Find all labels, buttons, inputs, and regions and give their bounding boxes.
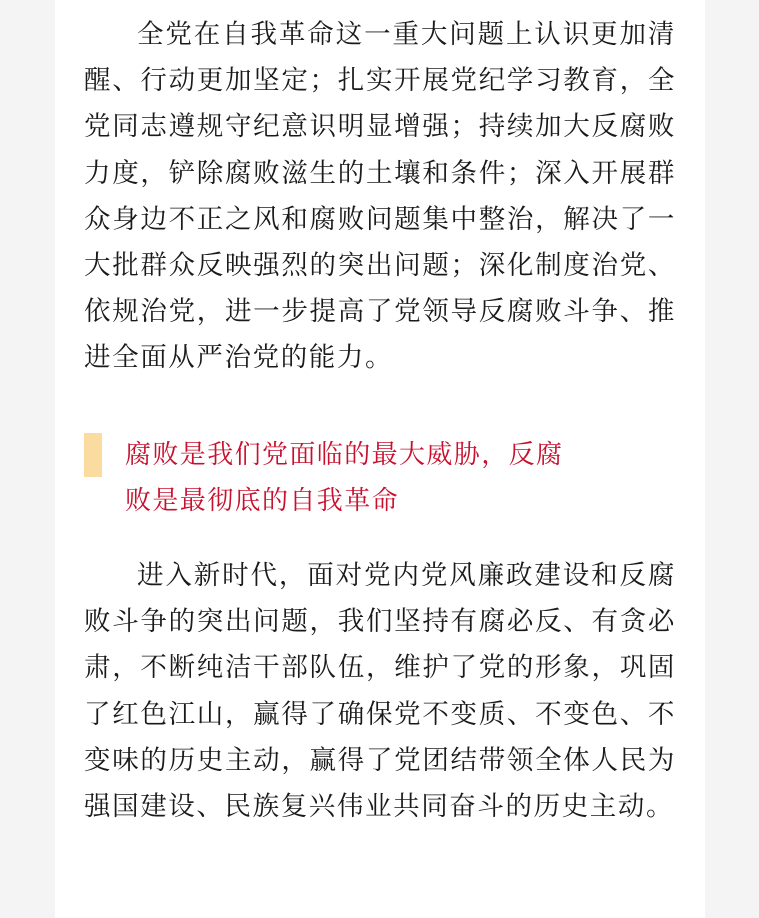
- article-paragraph: 全党在自我革命这一重大问题上认识更加清醒、行动更加坚定；扎实开展党纪学习教育，全党同志遵规守纪意识明显增强；持续加大反腐败力度，铲除腐败滋生的土壤和条件；深入开展群众身边不正之风和腐败问题集中整治，解决了一大批群众反映强烈的突出问题；深化制度治党、依规治党，进一步提高了党领导反腐败斗争、推进全面从严治党的能力。: [84, 19, 676, 374]
- article-page: [55, 0, 705, 918]
- quote-heading-block: [84, 430, 676, 530]
- article-paragraph: 进入新时代，面对党内党风廉政建设和反腐败斗争的突出问题，我们坚持有腐必反、有贪必肃，不断纯洁干部队伍，维护了党的形象，巩固了红色江山，赢得了确保党不变质、不变色、不变味的历史主动，赢得了党团结带领全体人民为强国建设、民族复兴伟业共同奋斗的历史主动。: [84, 560, 676, 823]
- quote-accent-bar: [84, 433, 102, 477]
- quote-heading: 腐败是我们党面临的最大威胁，反腐败是最彻底的自我革命: [125, 440, 564, 516]
